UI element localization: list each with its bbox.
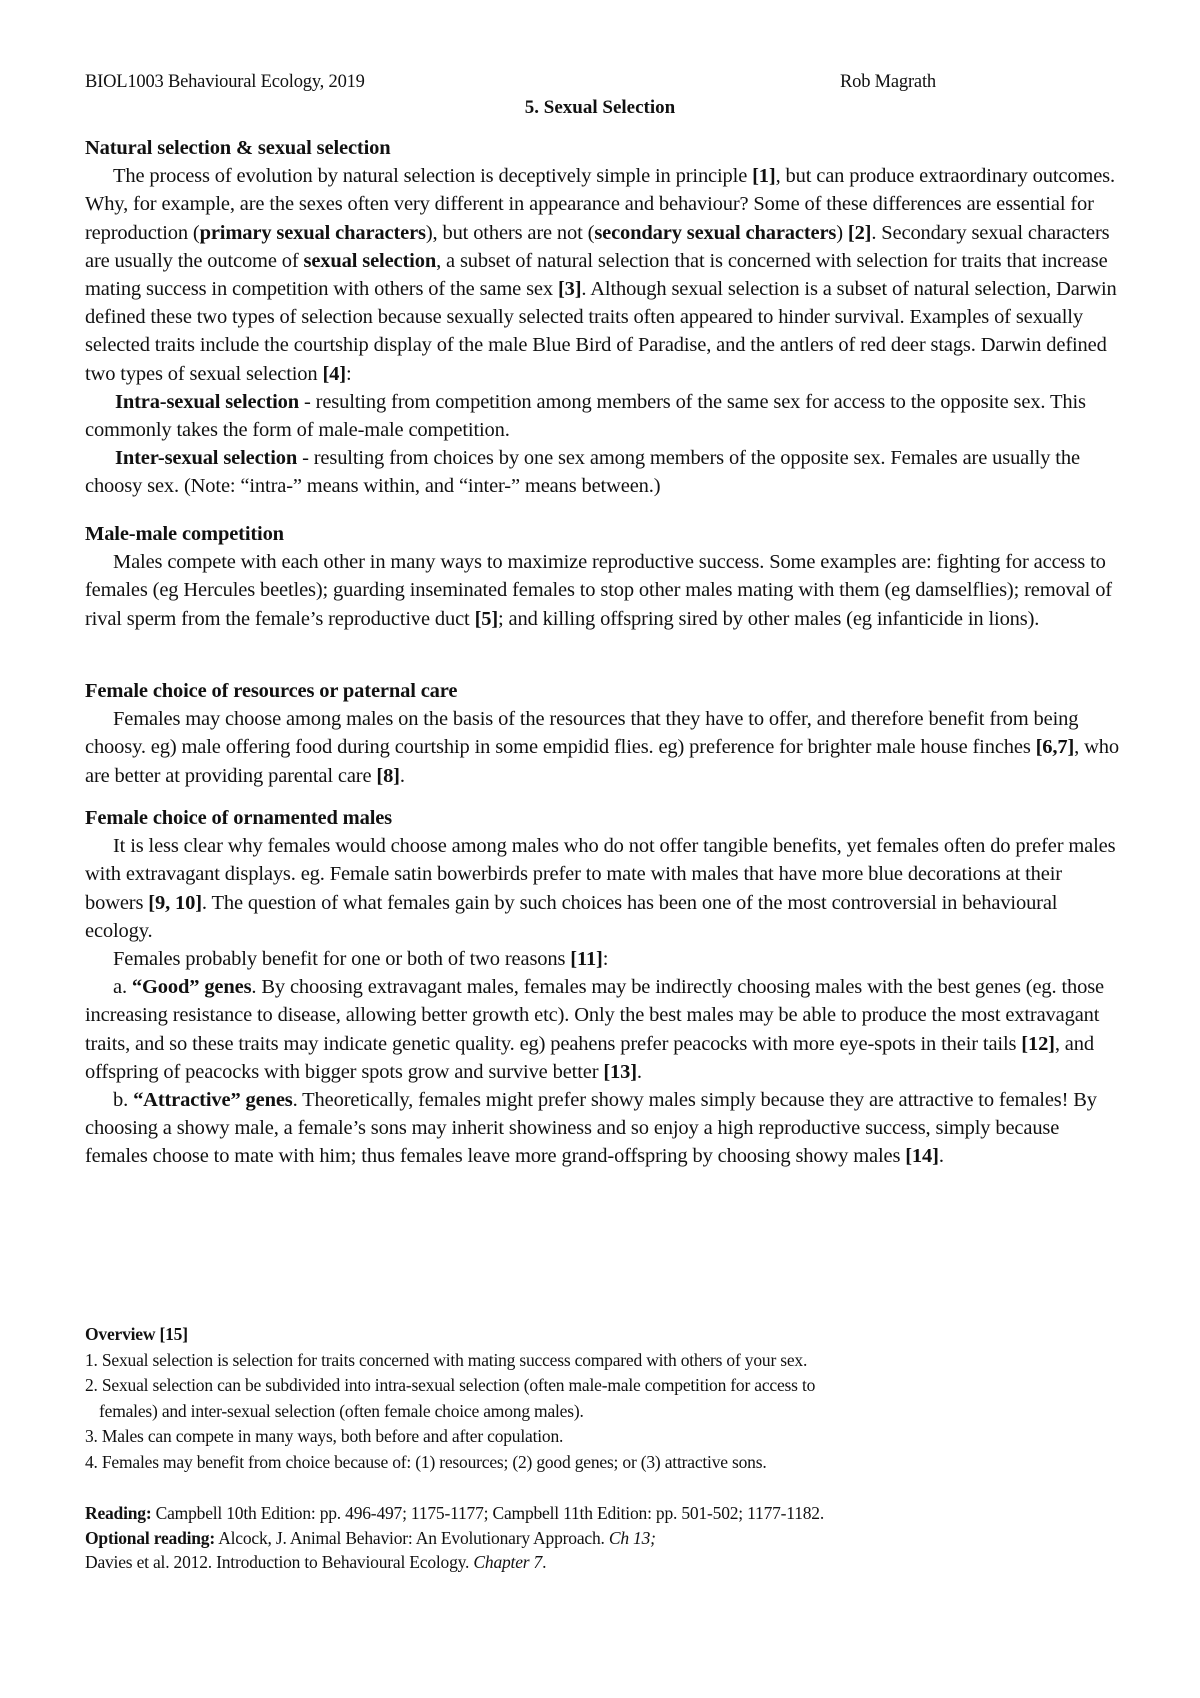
paragraph: Females probably benefit for one or both of two reasons [11]: xyxy=(113,948,609,971)
citation: [9, 10] xyxy=(148,891,202,914)
key-term: Inter-sexual selection xyxy=(115,447,298,470)
page-title: 5. Sexual Selection xyxy=(524,97,676,118)
key-term: sexual selection xyxy=(303,249,437,272)
section-ornamented xyxy=(85,804,1125,1171)
key-term: secondary sexual characters xyxy=(594,221,837,244)
paragraph: It is less clear why females would choose among males who do not offer tangible benefits, yet females often do prefer males with extravagant displays. eg. Female satin bowerbirds prefer to mate with males that have more blue decorations at their bowers [9, 10]. The question of what females gain by such choices has been one of the most controversial in behavioural ecology. xyxy=(85,835,1116,942)
optional-reading-line: Optional reading: Alcock, J. Animal Behavior: An Evolutionary Approach. Ch 13; xyxy=(85,1527,656,1548)
reading-line: Reading: Campbell 10th Edition: pp. 496-497; 1175-1177; Campbell 11th Edition: pp. 501-502; 1177-1182. xyxy=(85,1503,825,1523)
overview-item: 3. Males can compete in many ways, both before and after copulation. xyxy=(85,1426,564,1446)
citation: [8] xyxy=(376,764,400,787)
key-term: “Attractive” genes xyxy=(133,1089,293,1112)
reason-b: b. “Attractive” genes. Theoretically, females might prefer showy males simply because they are attractive to females! By choosing a showy male, a female’s sons may inherit showiness and so enjoy a high reproductive success, simply because females choose to mate with him; thus females leave more grand-offspring by choosing showy males [14]. xyxy=(85,1089,1097,1168)
paragraph: Males compete with each other in many ways to maximize reproductive success. Some examples are: fighting for access to females (eg Hercules beetles); guarding inseminated females to stop other males mating with them (eg damselflies); removal of rival sperm from the female’s reproductive duct [5]; and killing offspring sired by other males (eg infanticide in lions). xyxy=(85,551,1112,630)
citation: [2] xyxy=(847,221,872,244)
section-natural-selection xyxy=(85,134,1125,501)
citation: [6,7] xyxy=(1035,736,1075,759)
overview-item: 1. Sexual selection is selection for traits concerned with mating success compared with others of your sex. xyxy=(85,1349,808,1370)
key-term: primary sexual characters xyxy=(199,221,426,244)
overview-title: Overview [15] xyxy=(85,1324,188,1344)
reading-list xyxy=(85,1501,1145,1575)
overview-item: 2. Sexual selection can be subdivided into intra-sexual selection (often male-male competition for access to xyxy=(85,1375,816,1395)
section-heading: Natural selection & sexual selection xyxy=(85,137,391,159)
section-heading: Female choice of resources or paternal care xyxy=(85,680,458,702)
course-header: BIOL1003 Behavioural Ecology, 2019 xyxy=(85,72,365,92)
section-heading: Male-male competition xyxy=(85,523,284,545)
author-header: Rob Magrath xyxy=(840,72,936,92)
citation: [13] xyxy=(603,1060,637,1083)
citation: [3] xyxy=(557,278,582,301)
overview-item: females) and inter-sexual selection (often female choice among males). xyxy=(99,1400,584,1421)
key-term: “Good” genes xyxy=(131,976,252,999)
citation: [14] xyxy=(905,1145,939,1168)
citation: [11] xyxy=(570,948,603,971)
key-term: Intra-sexual selection xyxy=(115,390,300,413)
section-resources xyxy=(85,677,1125,790)
paragraph: Females may choose among males on the basis of the resources that they have to offer, and therefore benefit from being choosy. eg) male offering food during courtship in some empidid flies. eg) preference for brighter male house finches [6,7], who are better at providing parental care [8]. xyxy=(85,708,1119,787)
definition-intra: Intra-sexual selection - resulting from competition among members of the same sex for access to the opposite sex. This commonly takes the form of male-male competition. xyxy=(85,390,1086,442)
davies-reading-line: Davies et al. 2012. Introduction to Behavioural Ecology. Chapter 7. xyxy=(85,1552,547,1572)
optional-reading-label: Optional reading: xyxy=(85,1527,215,1548)
reason-a: a. “Good” genes. By choosing extravagant males, females may be indirectly choosing males with the best genes (eg. those increasing resistance to disease, allowing better growth etc). Only the best males may be able to produce the most extravagant traits, and so these traits may indicate genetic quality. eg) peahens prefer peacocks with more eye-spots in their tails [12], and offspring of peacocks with bigger spots grow and survive better [13]. xyxy=(85,976,1104,1083)
citation: [5] xyxy=(474,607,499,630)
citation: [12] xyxy=(1021,1032,1055,1055)
citation: [4] xyxy=(322,362,346,385)
section-male-competition xyxy=(85,520,1125,633)
section-heading: Female choice of ornamented males xyxy=(85,807,393,829)
overview-item: 4. Females may benefit from choice because of: (1) resources; (2) good genes; or (3) attractive sons. xyxy=(85,1451,767,1472)
definition-inter: Inter-sexual selection - resulting from choices by one sex among members of the opposite sex. Females are usually the choosy sex. (Note: “intra-” means within, and “inter-” means between.) xyxy=(85,447,1080,498)
paragraph: The process of evolution by natural selection is deceptively simple in principle [1], but can produce extraordinary outcomes. Why, for example, are the sexes often very different in appearance and behaviour? Some of these differences are essential for reproduction (primary sexual characters), but others are not (secondary sexual characters) [2]. Secondary sexual characters are usually the outcome of sexual selection, a subset of natural selection that is concerned with selection for traits that increase mating success in competition with others of the same sex [3]. Although sexual selection is a subset of natural selection, Darwin defined these two types of selection because sexually selected traits often appeared to hinder survival. Examples of sexually selected traits include the courtship display of the male Blue Bird of Paradise, and the antlers of red deer stags. Darwin defined two types of sexual selection [4]: xyxy=(85,165,1117,385)
citation: [1] xyxy=(752,165,776,188)
reading-label: Reading: xyxy=(85,1503,152,1523)
overview-box xyxy=(85,1322,1125,1475)
